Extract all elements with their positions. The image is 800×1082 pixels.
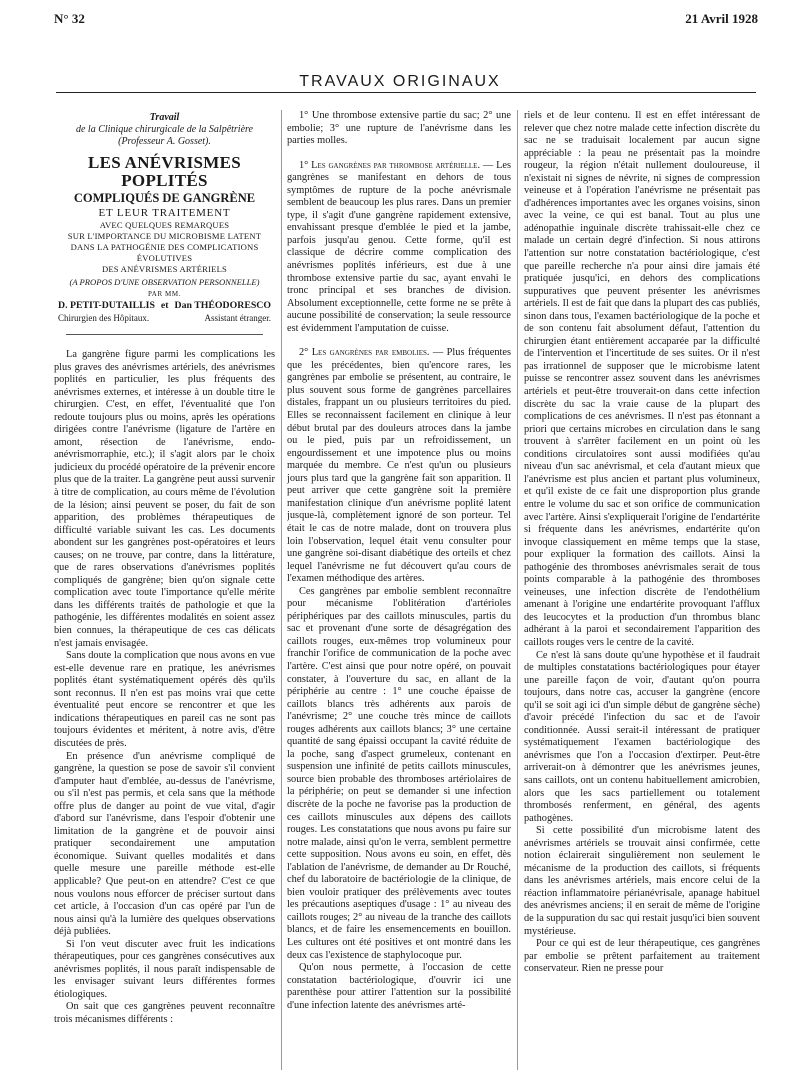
by-label: PAR MM. <box>147 290 182 298</box>
institution-line-2: de la Clinique chirurgicale de la Salpêtrière <box>75 124 253 135</box>
remarks-line-2: SUR L'IMPORTANCE DU MICROBISME LATENT <box>67 231 262 241</box>
paragraph <box>287 160 511 336</box>
paragraph: Si l'on veut discuter avec fruit les indications thérapeutiques, pour ces gangrènes consécutives aux anévrismes poplités, il nous paraît indispensable de les envisager suivant leurs différentes formes étiologiques. <box>54 938 275 1000</box>
section-rule <box>56 92 756 93</box>
role-1: Chirurgien des Hôpitaux. <box>58 313 150 323</box>
issue-date: 21 Avril 1928 <box>685 11 758 26</box>
column-divider <box>281 110 282 1070</box>
paragraph-text: — Plus fréquentes que les précédentes, bien qu'encore rares, les gangrènes par embolie se présentent, au contraire, le plus souvent sous forme de gangrènes parcellaires distales, frappant un ou plusieurs territoires du pied. Elles se reconnaissent facilement en clinique à leur début brutal par des douleurs atroces dans la jambe ou le pied, puis par un refroidissement, un engourdissement et une impotence plus ou moins marquée du membre. Ce n'est qu'un ou plusieurs jours plus tard que la gangrène fait son apparition. Il peut arriver que cette gangrène soit la première manifestation clinique d'un anévrisme poplité latent jusque-là, complètement ignoré de son porteur. Tel était le cas de notre malade, dont on trouvera plus loin l'observation, lequel était venu consulter pour une gangrène soi-disant diabétique des orteils et chez lequel l'anévrisme ne fut découvert qu'au cours de l'examen méthodique des artères. <box>287 347 511 585</box>
paragraph: La gangrène figure parmi les complications les plus graves des anévrismes artériels, des anévrismes poplités en particulier, les plus fréquents des anévrismes externes, et intéresse à un double titre le chirurgien. C'est, en effet, l'éventualité que l'on redoute toujours plus ou moins, après les opérations dirigées contre l'anévrisme (ligature de l'artère en amont, résection de l'anévrisme, endo-anévrismorraphie, etc.); il s'agit alors par le choix judicieux du procédé opératoire de la prévenir encore plus que de la traiter. La gangrène peut aussi survenir à titre de complication, au cours même de l'évolution de la lésion; ainsi peuvent se poser, du fait de son apparition, des problèmes thérapeutiques de difficulté variable suivant les cas. Les documents abondent sur les gangrènes post-opératoires et leurs causes; on ne trouve, par contre, dans la littérature, que de rares observations d'anévrismes poplités compliqués de gangrène; bien qu'on signale cette complication avec toute l'importance qu'elle mérite dans les différents traités de pathologie et que la pathogénie, les différentes modalités en soient assez bien connues, la thérapeutique de ces cas délicats n'est jamais envisagée. <box>54 349 275 649</box>
remarks-line-4: DES ANÉVRISMES ARTÉRIELS <box>101 264 228 274</box>
remarks-line-1: AVEC QUELQUES REMARQUES <box>99 220 230 230</box>
author-1: D. PETIT-DUTAILLIS <box>58 300 155 311</box>
authors <box>54 300 275 312</box>
article-title: LES ANÉVRISMES POPLITÉS <box>88 153 241 190</box>
article-subtitle-2: ET LEUR TRAITEMENT <box>98 207 231 219</box>
column-3 <box>524 110 760 1070</box>
column-2 <box>287 110 511 1070</box>
institution-line-1: Travail <box>149 112 180 123</box>
section-heading: 2° Les gangrènes par embolies. <box>299 347 430 359</box>
paragraph: Pour ce qui est de leur thérapeutique, ces gangrènes par embolie se prêtent parfaitement au traitement conservateur. Rien ne presse pour <box>524 938 760 975</box>
title-rule <box>66 334 263 335</box>
paragraph: Ces gangrènes par embolie semblent reconnaître pour mécanisme l'oblitération d'artérioles périphériques par des caillots minuscules, partis du sac et provenant d'une sorte de désagrégation des caillots rouges, eux-mêmes trop volumineux pour franchir l'orifice de communication de la poche avec l'artère. C'est ainsi que pour notre opéré, on pouvait constater, à l'ouverture du sac, en allant de la périphérie au centre : 1° une couche épaisse de caillots blancs très adhérents aux parois de l'anévrisme; 2° une couche très mince de caillots rouges adhérents aux caillots blancs; 3° une certaine quantité de sang épaissi occupant la cavité réduite de la poche, sang d'aspect grumeleux, contenant en suspension une infinité de petits caillots minuscules, source bien probable des thromboses artériolaires de la périphérie; on peut se demander si une infection discrète de la poche ne favorise pas la production de ces caillots minuscules aux dépens des caillots rouges. Les constatations que nous avons pu faire sur notre malade, ainsi qu'on le verra, semblent permettre cette supposition. Nous avons eu soin, en effet, dès l'ablation de l'anévrisme, de demander au Dr Rouché, chef du laboratoire de bactériologie de la clinique, de bien vouloir pratiquer des prélèvements avec toutes les précautions aseptiques d'usage : 1° au niveau des caillots rouges; 2° au niveau de la tranche des caillots blancs, et de faire les ensemencements en bouillon. Les cultures ont été positives et ont montré dans les deux cas l'existence de staphylocoque pur. <box>287 585 511 961</box>
paragraph: 1° Une thrombose extensive partie du sac; 2° une embolie; 3° une rupture de l'anévrisme dans les parties molles. <box>287 110 511 147</box>
institution-line-3: (Professeur A. Gosset). <box>118 136 211 147</box>
paragraph: On sait que ces gangrènes peuvent reconnaître trois mécanismes différents : <box>54 1001 275 1025</box>
article-columns <box>54 110 762 1070</box>
article-subtitle: COMPLIQUÉS DE GANGRÈNE <box>73 191 256 205</box>
column-divider <box>517 110 518 1070</box>
issue-number: N° 32 <box>54 11 85 26</box>
paragraph: Sans doute la complication que nous avons en vue est-elle devenue rare en pratique, les anévrismes poplités étant systématiquement opérés dès qu'ils sont reconnus. Il n'en est pas moins vrai que cette éventualité peut encore se rencontrer et que les indications thérapeutiques en pareil cas ne sont pas toujours évidentes et méritent, à notre avis, d'être discutées de près. <box>54 650 275 749</box>
page-header <box>54 11 758 29</box>
section-title: TRAVAUX ORIGINAUX <box>299 73 501 90</box>
paragraph: riels et de leur contenu. Il est en effet intéressant de relever que chez notre malade cette infection discrète du sac ne se traduisait localement par aucun signe appréciable : la peau ne présentait pas la moindre rougeur, la région n'était nullement douloureuse, il n'existait ni signes de névrite, ni signes de compression veineuse et à l'opération l'anévrisme ne présentait pas d'adhérences importantes avec les organes voisins, sinon avec la veine, ce qui est banal. Tout au plus une adénopathie inguinale discrète trahissait-elle chez ce malade un certain degré d'infection. Si nous attirons l'attention sur notre constatation bactériologique, c'est que pareille recherche n'a pour ainsi dire jamais été pratiquée jusqu'ici, en dehors des complications suppuratives que peuvent présenter les anévrismes artériels. Il est de fait que dans la plupart des cas publiés, sinon dans tous, l'examen bactériologique de la poche et de son contenu fait absolument défaut, l'attention du chirurgien étant entièrement accaparée par la difficulté de l'intervention et l'incertitude de ses suites. Or il n'est pas irrationnel de supposer que le microbisme latent puisse se rencontrer assez souvent dans les anévrismes artériels et peut-être trouverait-on dans cette infection discrète du sac la vraie cause de la plupart des complications de ces anévrismes. Il n'est pas étonnant a priori que certains microbes en circulation dans le sang trouvent à s'arrêter facilement en un point où les conditions circulatoires sont aussi modifiées qu'au niveau d'un sac anévrismal, et cela d'autant mieux que l'anévrisme est plus ancien et partant plus volumineux, et qu'il existe de ce fait une disproportion plus grande entre le volume du sac et son orifice de communication avec l'artère. Ainsi s'expliquerait l'origine de l'endartérite si fréquente dans les anévrismes, endartérite qu'on invoque classiquement en même temps que la stase, pour expliquer la formation des caillots. Ainsi la pathogénie des thromboses anévrismales serait de tous points comparable à la pathogénie des thromboses veineuses, une infection discrète de l'endothélium amenant à l'origine une endartérite provoquant l'afflux des leucocytes et la production d'un thrombus blanc adhérant à la paroi et secondairement l'apparition des caillots rouges vers le centre de la cavité. <box>524 110 760 648</box>
role-2: Assistant étranger. <box>204 313 271 323</box>
paragraph: Si cette possibilité d'un microbisme latent des anévrismes artériels se trouvait ainsi confirmée, cette notion éclairerait singulièrement non seulement le mécanisme de la production des caillots, si fréquents dans les anévrismes artériels, mais encore celui de la réaction inflammatoire périanévrisale, apanage habituel des anévrismes anciens; il en serait de même de l'origine de la suppuration du sac qui restait jusqu'ici bien souvent mystérieuse. <box>524 825 760 937</box>
author-roles <box>54 312 275 324</box>
about-observation: (A PROPOS D'UNE OBSERVATION PERSONNELLE) <box>69 277 260 287</box>
author-conjunction: et <box>160 300 169 311</box>
paragraph-text: — Les gangrènes se manifestant en dehors de tous symptômes de rupture de la poche anévrismale semblent de beaucoup les plus rares. Dans un premier type, il s'agit d'une gangrène rapidement extensive, envahissant presque d'emblée le pied et la jambe, parfois jusqu'au genou. Cette forme, qu'il est classique de décrire comme complication des anévrismes poplités inférieurs, est due à une thrombose extensive partie du sac, ayant envahi le tronc principal et ses branches de division. Absolument exceptionnelle, cette forme ne se prête à aucune possibilité de conservation; la seule ressource est évidemment l'amputation de cuisse. <box>287 159 511 334</box>
institution-block <box>54 112 275 148</box>
paragraph: En présence d'un anévrisme compliqué de gangrène, la question se pose de savoir s'il convient d'amputer haut d'emblée, au-dessus de l'anévrisme, ou s'il n'est pas permis, et cela sans que la méthode offre plus de danger au point de vue vital, d'agir d'abord sur l'anévrisme, dans l'espoir d'obtenir une limitation de la gangrène et de pouvoir ainsi pratiquer secondairement une amputation économique. Suivant quelles modalités et dans quelle mesure une pareille méthode est-elle applicable? Que peut-on en attendre? C'est ce que nous voulons nous efforcer de préciser surtout dans cet article, à l'occasion d'un cas opéré par l'un de nous ainsi qu'à la lumière des quelques observations déjà publiées. <box>54 750 275 938</box>
column-1 <box>54 110 275 1070</box>
section-heading: 1° Les gangrènes par thrombose artérielle. <box>299 159 481 171</box>
paragraph: Ce n'est là sans doute qu'une hypothèse et il faudrait de multiples constatations bactériologiques pour étayer une pareille façon de voir, d'autant qu'on pourra toujours, dans notre cas, accuser la gangrène (encore qu'il se soit agi ici d'un simple début de gangrène sèche) d'avoir précédé l'infection du sac et de l'avoir conditionnée. Aussi serait-il intéressant de pratiquer systématiquement l'examen bactériologique des anévrismes que l'on a l'occasion d'extirper. Peut-être arriverait-on à démontrer que les anévrismes jeunes, sans caillots, ont un contenu habituellement amicrobien, alors que les sacs partiellement ou totalement thrombosés renferment, en général, des agents pathogènes. <box>524 649 760 824</box>
paragraph <box>287 347 511 585</box>
remarks-line-3: DANS LA PATHOGÉNIE DES COMPLICATIONS ÉVOLUTIVES <box>70 242 259 263</box>
paragraph: Qu'on nous permette, à l'occasion de cette constatation bactériologique, d'ouvrir ici une parenthèse pour attirer l'attention sur la possibilité d'une infection latente des anévrismes arté- <box>287 962 511 1011</box>
author-2: Dan THÉODORESCO <box>174 300 271 311</box>
